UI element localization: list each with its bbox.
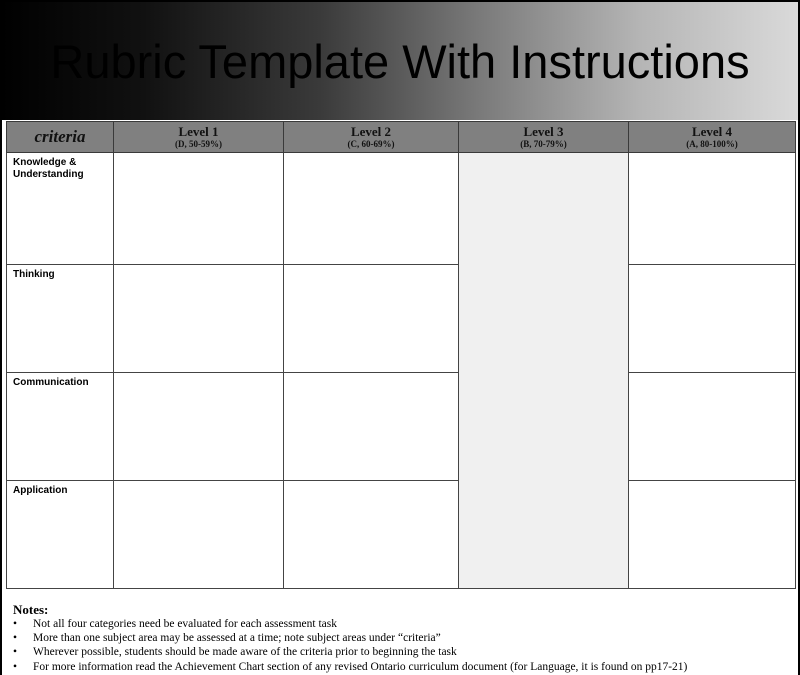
note-item (13, 660, 793, 674)
cell-level-4[interactable] (629, 153, 796, 265)
cell-level-4[interactable] (629, 481, 796, 589)
note-text: More than one subject area may be assessed at a time; note subject areas under “criteria” (33, 632, 441, 645)
notes-title: Notes: (13, 602, 49, 617)
cell-level-2[interactable] (284, 265, 459, 373)
table-row (7, 373, 796, 481)
bullet-icon: • (13, 660, 18, 673)
cell-level-2[interactable] (284, 153, 459, 265)
title-banner (0, 0, 800, 120)
note-item (13, 645, 793, 659)
criteria-header: criteria (7, 122, 114, 153)
level-range: (C, 60-69%) (347, 139, 395, 149)
cell-level-2[interactable] (284, 481, 459, 589)
table-row (7, 153, 796, 265)
cell-level-1[interactable] (114, 373, 284, 481)
bullet-icon: • (13, 618, 18, 630)
notes-list (13, 617, 793, 674)
note-text: Wherever possible, students should be made aware of the criteria prior to beginning the task (33, 646, 457, 659)
level-title: Level 4 (691, 124, 733, 139)
header-row (7, 122, 796, 153)
notes-section (13, 602, 793, 674)
level-title: Level 1 (178, 124, 219, 139)
note-text: Not all four categories need be evaluated for each assessment task (33, 618, 337, 630)
note-item (13, 631, 793, 645)
note-item (13, 617, 793, 631)
cell-level-1[interactable] (114, 153, 284, 265)
page-title: Rubric Template With Instructions (50, 34, 750, 88)
row-label-application: Application (7, 481, 114, 589)
cell-level-1[interactable] (114, 481, 284, 589)
table-row (7, 265, 796, 373)
note-text: For more information read the Achievement Chart section of any revised Ontario curriculum document (for Language, it is found on pp17-21) (33, 660, 688, 673)
level-range: (D, 50-59%) (175, 139, 222, 149)
level-title: Level 2 (350, 124, 392, 139)
row-label-thinking: Thinking (7, 265, 114, 373)
level-title: Level 3 (523, 124, 564, 139)
row-label-communication: Communication (7, 373, 114, 481)
bullet-icon: • (13, 646, 18, 659)
level-2-header (284, 122, 459, 153)
bullet-icon: • (13, 632, 18, 645)
cell-level-4[interactable] (629, 265, 796, 373)
level-3-header (459, 122, 629, 153)
level-1-header (114, 122, 284, 153)
row-label-knowledge: Knowledge & Understanding (7, 153, 114, 265)
cell-level-1[interactable] (114, 265, 284, 373)
cell-level-3-merged[interactable] (459, 153, 629, 589)
level-range: (A, 80-100%) (686, 139, 738, 149)
cell-level-2[interactable] (284, 373, 459, 481)
rubric-table (6, 121, 796, 589)
table-row (7, 481, 796, 589)
level-4-header (629, 122, 796, 153)
cell-level-4[interactable] (629, 373, 796, 481)
level-range: (B, 70-79%) (520, 139, 567, 149)
